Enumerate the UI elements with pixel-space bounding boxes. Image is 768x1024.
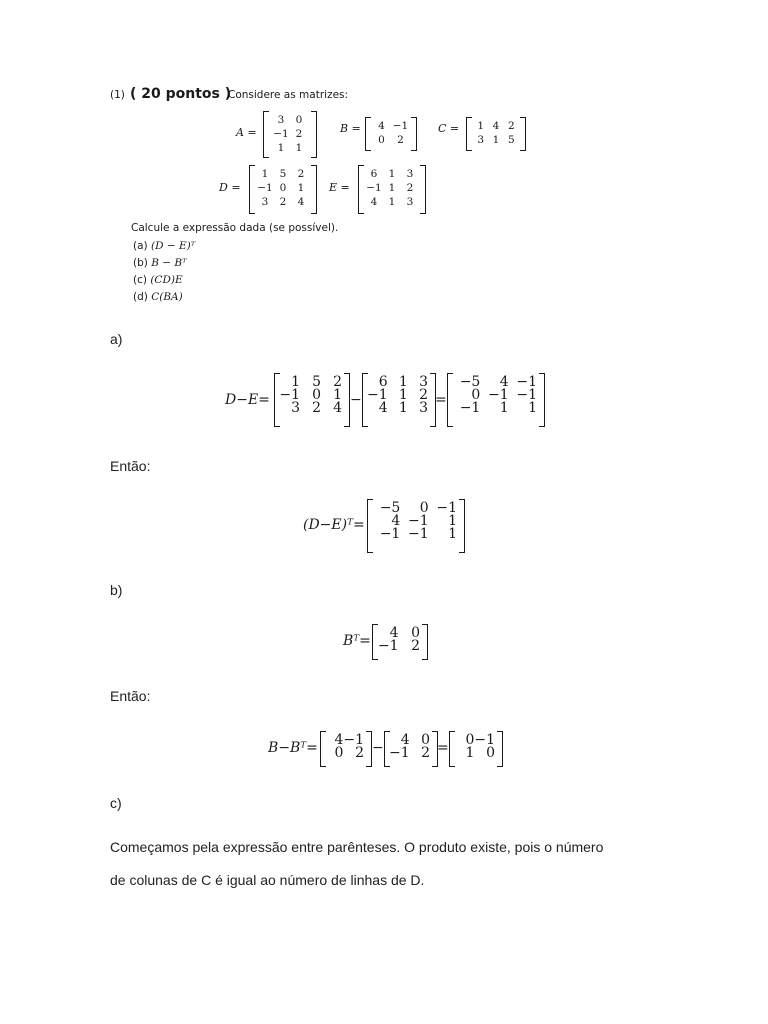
- matrix-cell: 4: [333, 400, 342, 416]
- matrix-cell: 4: [492, 120, 500, 132]
- matrix-cell: 0: [411, 625, 420, 641]
- matrix-cell: 2: [421, 745, 430, 761]
- b-matrix-transpose: [372, 624, 428, 660]
- matrix-cell: −1: [474, 732, 495, 748]
- a-matrix-d: [274, 373, 350, 427]
- b-lhs: Bᵀ=: [343, 633, 371, 649]
- matrix-cell: 4: [378, 120, 385, 132]
- matrix-cell: 1: [465, 745, 475, 761]
- question-instruction: Calcule a expressão dada (se possível).: [131, 222, 339, 234]
- matrix-cell: 0: [421, 732, 430, 748]
- matrix-e-label: E =: [329, 181, 350, 194]
- matrix-c-label: C =: [438, 122, 460, 135]
- matrix-b-label: B =: [340, 122, 361, 135]
- b-equals: =: [437, 740, 449, 756]
- matrix-cell: −1: [367, 387, 388, 403]
- matrix-cell: 2: [312, 400, 321, 416]
- matrix-cell: 5: [279, 168, 287, 180]
- matrix-cell: 0: [486, 745, 495, 761]
- question-item-expression: (D − E)ᵀ: [150, 240, 196, 252]
- matrix-cell: −1: [459, 400, 481, 416]
- question-item-expression: B − Bᵀ: [151, 257, 187, 269]
- question-item-expression: (CD)E: [150, 274, 183, 286]
- b-then: Então:: [110, 688, 151, 704]
- heading-a: a): [110, 331, 123, 347]
- matrix-cell: 2: [397, 134, 404, 146]
- matrix-cell: −1: [273, 128, 289, 140]
- matrix-cell: −1: [436, 500, 457, 516]
- matrix-e: [358, 165, 426, 214]
- matrix-a-label: A =: [236, 126, 257, 139]
- matrix-cell: 3: [406, 168, 414, 180]
- matrix-cell: 1: [492, 134, 500, 146]
- matrix-cell: 1: [295, 142, 303, 154]
- matrix-cell: 1: [291, 374, 300, 390]
- a-matrix-e: [362, 373, 436, 427]
- matrix-cell: 1: [277, 142, 285, 154]
- matrix-cell: −1: [516, 387, 537, 403]
- question-number: (1): [110, 89, 125, 101]
- matrix-d: [249, 165, 317, 214]
- matrix-cell: 1: [398, 374, 408, 390]
- matrix-cell: 3: [419, 400, 428, 416]
- matrix-cell: 4: [389, 625, 399, 641]
- matrix-cell: 5: [312, 374, 321, 390]
- a-matrix-transpose: [367, 499, 465, 553]
- matrix-cell: 2: [355, 745, 364, 761]
- matrix-cell: −1: [257, 182, 273, 194]
- matrix-cell: −1: [516, 374, 537, 390]
- b-lhs2: B−Bᵀ=: [268, 740, 318, 756]
- question-points: ( 20 pontos ): [130, 86, 232, 102]
- matrix-cell: 4: [334, 732, 344, 748]
- matrix-b: [365, 117, 417, 151]
- heading-c: c): [110, 795, 122, 811]
- matrix-cell: 1: [448, 513, 457, 529]
- matrix-cell: −1: [408, 526, 429, 542]
- question-items: [133, 238, 195, 306]
- matrix-cell: −1: [343, 732, 364, 748]
- matrix-c: [466, 117, 526, 151]
- matrix-cell: 3: [477, 134, 484, 146]
- matrix-cell: 1: [261, 168, 269, 180]
- a-then: Então:: [110, 458, 151, 474]
- matrix-cell: −1: [279, 387, 300, 403]
- matrix-cell: 0: [312, 387, 321, 403]
- a-equals: =: [435, 392, 447, 408]
- matrix-cell: 4: [499, 374, 509, 390]
- matrix-cell: 2: [507, 120, 515, 132]
- matrix-cell: 1: [297, 182, 305, 194]
- heading-b: b): [110, 582, 123, 598]
- matrix-cell: 0: [279, 182, 287, 194]
- matrix-cell: 3: [406, 196, 414, 208]
- matrix-cell: −5: [459, 374, 481, 390]
- matrix-cell: 6: [370, 168, 378, 180]
- matrix-cell: 0: [295, 114, 303, 126]
- matrix-a: [263, 111, 317, 158]
- a-lhs-transpose: (D−E)ᵀ=: [303, 517, 365, 533]
- matrix-cell: 3: [261, 196, 269, 208]
- question-item-letter: (c): [133, 274, 151, 286]
- b-matrix-bt: [384, 731, 438, 767]
- matrix-cell: 1: [448, 526, 457, 542]
- matrix-d-label: D =: [219, 181, 241, 194]
- matrix-cell: 4: [400, 732, 410, 748]
- matrix-cell: 3: [277, 114, 285, 126]
- a-matrix-result: [447, 373, 545, 427]
- matrix-cell: 3: [291, 400, 300, 416]
- matrix-cell: 4: [370, 196, 378, 208]
- question-item-letter: (d): [133, 291, 152, 303]
- question-intro: Considere as matrizes:: [228, 89, 349, 101]
- question-item: [133, 289, 195, 306]
- c-text-line2: de colunas de C é igual ao número de linhas de D.: [110, 872, 425, 888]
- matrix-cell: 6: [378, 374, 388, 390]
- matrix-cell: 2: [411, 638, 420, 654]
- matrix-cell: 1: [398, 387, 408, 403]
- matrix-cell: −5: [379, 500, 401, 516]
- b-minus: −: [372, 740, 384, 756]
- matrix-cell: −1: [408, 513, 429, 529]
- matrix-cell: 2: [297, 168, 305, 180]
- b-matrix-result: [449, 731, 503, 767]
- question-item-letter: (b): [133, 257, 152, 269]
- matrix-cell: −1: [379, 526, 401, 542]
- matrix-cell: 2: [279, 196, 287, 208]
- matrix-cell: 0: [471, 387, 481, 403]
- b-matrix-b: [320, 731, 372, 767]
- a-lhs: D−E=: [225, 392, 270, 408]
- question-item-letter: (a): [133, 240, 151, 252]
- matrix-cell: 3: [419, 374, 428, 390]
- matrix-cell: 1: [528, 400, 537, 416]
- question-item-expression: C(BA): [151, 291, 183, 303]
- matrix-cell: 4: [297, 196, 305, 208]
- matrix-cell: −1: [377, 638, 399, 654]
- question-item: [133, 238, 195, 255]
- matrix-cell: 1: [388, 196, 396, 208]
- matrix-cell: 2: [419, 387, 428, 403]
- matrix-cell: 1: [388, 182, 396, 194]
- matrix-cell: 1: [388, 168, 396, 180]
- c-text-line1: Começamos pela expressão entre parênteses. O produto existe, pois o número: [110, 839, 604, 855]
- matrix-cell: −1: [488, 387, 509, 403]
- matrix-cell: −1: [366, 182, 382, 194]
- matrix-cell: 4: [378, 400, 388, 416]
- matrix-cell: 1: [398, 400, 408, 416]
- matrix-cell: 5: [507, 134, 515, 146]
- matrix-cell: 0: [378, 134, 385, 146]
- matrix-cell: 4: [391, 513, 401, 529]
- matrix-cell: 2: [295, 128, 303, 140]
- question-item: [133, 272, 195, 289]
- matrix-cell: −1: [389, 745, 410, 761]
- matrix-cell: 1: [333, 387, 342, 403]
- matrix-cell: 0: [419, 500, 429, 516]
- matrix-cell: 0: [465, 732, 475, 748]
- matrix-cell: 2: [333, 374, 342, 390]
- matrix-cell: 1: [477, 120, 484, 132]
- matrix-cell: 2: [406, 182, 414, 194]
- a-minus: −: [350, 392, 362, 408]
- matrix-cell: 1: [499, 400, 509, 416]
- question-item: [133, 255, 195, 272]
- matrix-cell: 0: [334, 745, 344, 761]
- matrix-cell: −1: [392, 120, 409, 132]
